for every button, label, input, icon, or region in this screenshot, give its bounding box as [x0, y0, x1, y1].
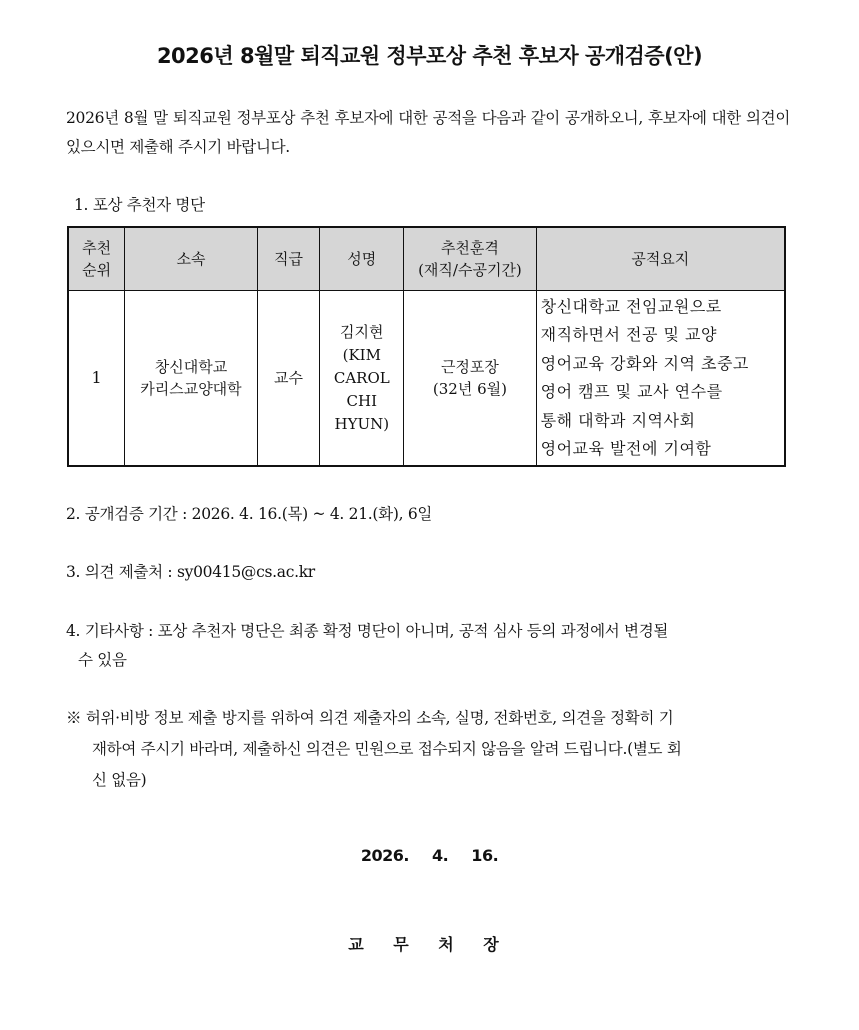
item-submission-contact — [66, 560, 315, 582]
merit-line: 통해 대학과 지역사회 — [540, 410, 696, 430]
cell-affiliation — [125, 291, 257, 467]
cell-name — [320, 291, 404, 467]
table-header-row — [68, 227, 785, 291]
other-notes-line: 수 있음 — [78, 651, 127, 669]
notice-line: ※ 허위·비방 정보 제출 방지를 위하여 의견 제출자의 소속, 실명, 전화번호, 의견을 정확히 기 — [66, 709, 674, 727]
notice-line: 신 없음) — [92, 771, 147, 789]
merit-line: 영어교육 발전에 기여함 — [540, 439, 712, 458]
cell-merit-summary — [536, 291, 785, 467]
document-date: 2026. 4. 16. — [360, 846, 499, 865]
section-heading-nominee-list: 1. 포상 추천자 명단 — [74, 196, 205, 214]
column-header-name: 성명 — [320, 227, 404, 291]
column-header-position: 직급 — [257, 227, 320, 291]
issuer-signature: 교 무 처 장 — [348, 935, 511, 954]
affiliation-line: 창신대학교 — [154, 358, 228, 376]
award-line: (32년 6월) — [432, 380, 507, 398]
name-line: (KIM — [342, 345, 381, 364]
merit-line: 영어교육 강화와 지역 초중고 — [540, 353, 749, 373]
merit-line: 재직하면서 전공 및 교양 — [540, 325, 717, 344]
cell-position: 교수 — [257, 291, 320, 467]
notice-paragraph — [66, 703, 790, 796]
name-line: 김지현 — [340, 322, 384, 341]
other-notes-line: 4. 기타사항 : 포상 추천자 명단은 최종 확정 명단이 아니며, 공적 심사 등의 과정에서 변경될 — [66, 622, 669, 640]
column-header-label: 추천 — [82, 239, 112, 257]
submission-email-link[interactable]: sy00415@cs.ac.kr — [176, 563, 315, 581]
column-header-award — [404, 227, 536, 291]
name-line: CAROL — [333, 368, 390, 387]
merit-line: 영어 캠프 및 교사 연수를 — [540, 382, 723, 401]
cell-rank: 1 — [68, 291, 125, 467]
column-header-label: 순위 — [82, 261, 112, 279]
submission-label: 3. 의견 제출처 : — [66, 563, 177, 581]
column-header-label: (재직/수공기간) — [418, 261, 522, 279]
award-line: 근정포장 — [440, 358, 499, 376]
column-header-label: 추천훈격 — [440, 239, 499, 257]
table-row — [68, 291, 785, 467]
column-header-merit: 공적요지 — [536, 227, 785, 291]
affiliation-line: 카리스교양대학 — [140, 380, 242, 398]
name-line: CHI — [346, 391, 378, 410]
column-header-rank — [68, 227, 125, 291]
intro-paragraph: 2026년 8월 말 퇴직교원 정부포상 추천 후보자에 대한 공적을 다음과 같이 공개하오니, 후보자에 대한 의견이 있으시면 제출해 주시기 바랍니다. — [66, 109, 790, 156]
column-header-affiliation: 소속 — [125, 227, 257, 291]
name-line: HYUN) — [334, 414, 390, 433]
merit-line: 창신대학교 전임교원으로 — [540, 296, 722, 316]
notice-line: 재하여 주시기 바라며, 제출하신 의견은 민원으로 접수되지 않음을 알려 드립니다.(별도 회 — [92, 740, 682, 758]
nominee-table — [67, 226, 786, 467]
document-title: 2026년 8월말 퇴직교원 정부포상 추천 후보자 공개검증(안) — [156, 44, 703, 68]
item-review-period: 2. 공개검증 기간 : 2026. 4. 16.(목) ~ 4. 21.(화), 6일 — [66, 505, 433, 523]
item-other-notes — [66, 617, 790, 675]
cell-award — [404, 291, 536, 467]
